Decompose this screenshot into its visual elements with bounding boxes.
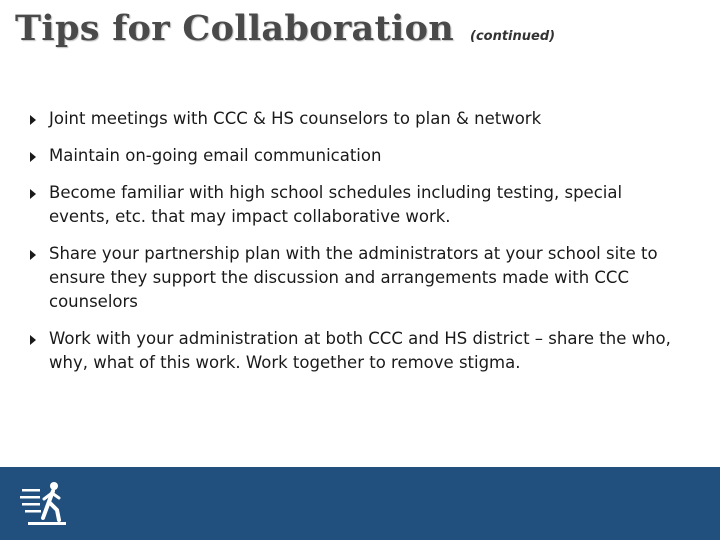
slide-subtitle: (continued) (470, 29, 556, 44)
running-figure-logo-icon (20, 480, 72, 528)
arrow-bullet-icon (30, 115, 36, 125)
bullet-text: Maintain on-going email communication (49, 146, 382, 165)
arrow-bullet-icon (30, 250, 36, 260)
bullet-item (26, 144, 686, 168)
arrow-bullet-icon (30, 152, 36, 162)
bullet-item (26, 181, 686, 229)
bullet-text: Become familiar with high school schedules including testing, special events, etc. that may impact collaborative work. (49, 183, 623, 226)
bullet-item (26, 327, 686, 375)
slide-title-row (15, 8, 555, 49)
bullet-item (26, 242, 686, 314)
slide-title: Tips for Collaboration (15, 8, 454, 49)
bullet-item (26, 107, 686, 131)
bullet-text: Share your partnership plan with the administrators at your school site to ensure they support the discussion and arrangements made with CCC counselors (49, 244, 658, 311)
bullet-text: Work with your administration at both CCC and HS district – share the who, why, what of this work. Work together to remove stigma. (49, 329, 671, 372)
arrow-bullet-icon (30, 335, 36, 345)
arrow-bullet-icon (30, 189, 36, 199)
bullet-text: Joint meetings with CCC & HS counselors to plan & network (49, 109, 542, 128)
bullet-list (26, 107, 686, 388)
footer-bar (0, 467, 720, 540)
